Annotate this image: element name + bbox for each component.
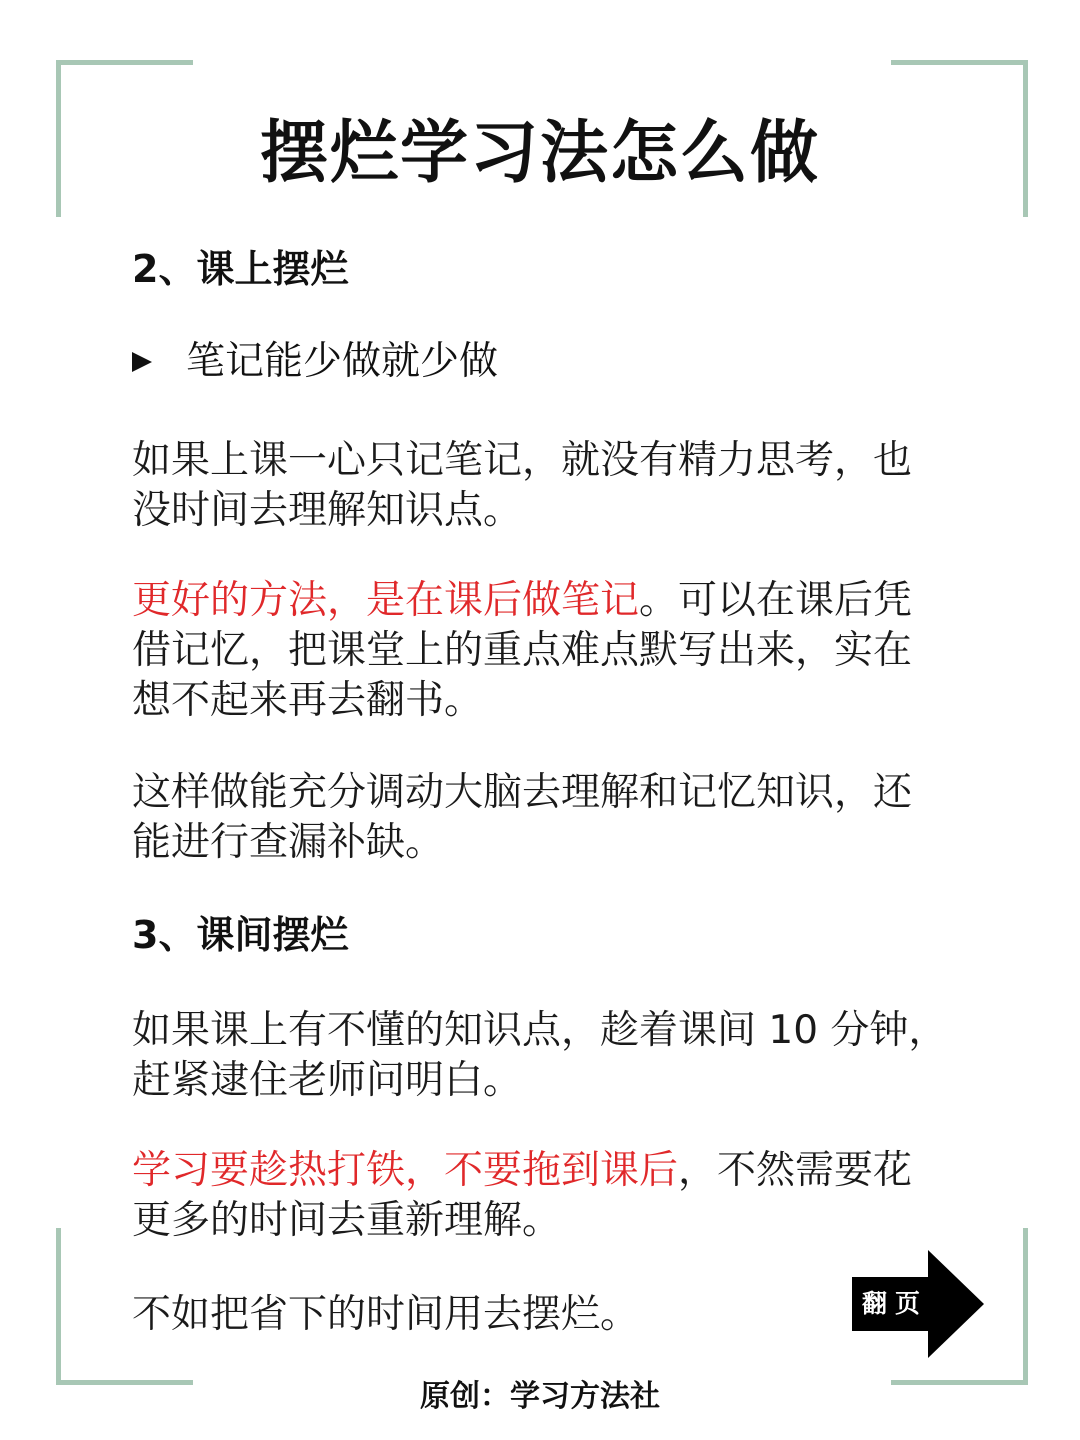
paragraph: 如果课上有不懂的知识点，趁着课间 10 分钟， 赶紧逮住老师问明白。 bbox=[132, 1008, 948, 1103]
paragraph: 如果上课一心只记笔记，就没有精力思考，也 没时间去理解知识点。 bbox=[132, 438, 913, 533]
highlighted-text: 学习要趁热打铁，不要拖到课后 bbox=[132, 1148, 679, 1193]
paragraph-text: 。可以在课后凭 借记忆，把课堂上的重点难点默写出来，实在 想不起来再去翻书。 bbox=[132, 578, 913, 723]
page-title: 摆烂学习法怎么做 bbox=[259, 114, 820, 193]
paragraph-highlight bbox=[132, 576, 952, 726]
paragraph: 不如把省下的时间用去摆烂。 bbox=[132, 1292, 640, 1337]
section-heading-2: 2、课上摆烂 bbox=[132, 247, 349, 291]
arrow-head-icon bbox=[928, 1250, 984, 1358]
highlighted-text: 更好的方法，是在课后做笔记 bbox=[132, 578, 640, 623]
section-heading-3: 3、课间摆烂 bbox=[132, 913, 349, 957]
paragraph: 这样做能充分调动大脑去理解和记忆知识，还 能进行查漏补缺。 bbox=[132, 770, 913, 865]
next-page-button[interactable] bbox=[852, 1250, 984, 1358]
bullet-text: 笔记能少做就少做 bbox=[186, 339, 499, 384]
footer-credit: 原创：学习方法社 bbox=[420, 1379, 660, 1414]
paragraph-text: ，不然需要花 更多的时间去重新理解。 bbox=[132, 1148, 913, 1243]
next-page-label: 翻页 bbox=[862, 1289, 929, 1318]
arrow-bullet-icon bbox=[132, 352, 152, 372]
paragraph-highlight bbox=[132, 1146, 952, 1246]
bullet-item bbox=[132, 336, 498, 388]
